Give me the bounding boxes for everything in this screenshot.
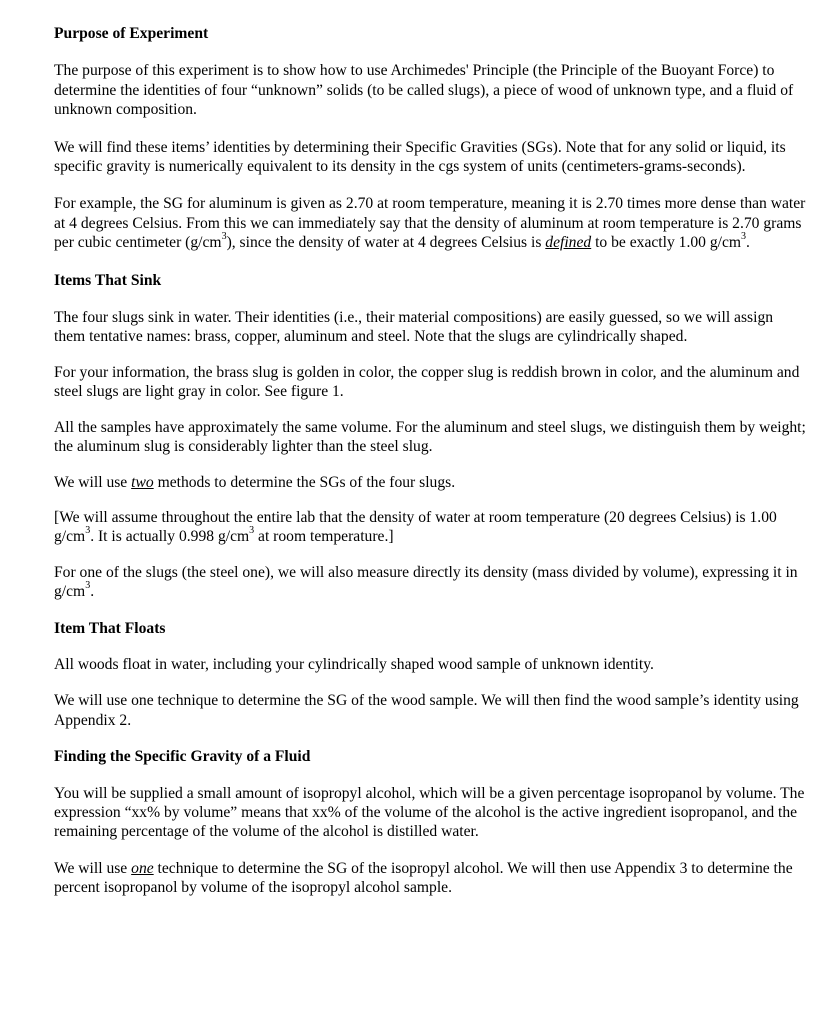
heading-item-that-floats: Item That Floats [54,619,166,637]
text-segment: at room temperature.] [254,528,394,546]
text-segment: to be exactly 1.00 g/cm [591,234,742,252]
paragraph-floats-1: All woods float in water, including your cylindrically shaped wood sample of unknown identity. [54,655,654,673]
document-page [54,24,806,898]
text-segment: For example, the SG for aluminum is given as 2.70 at room temperature, meaning it is 2.70 times more dense than water at 4 degrees Celsius. From this we can immediately say that the density of aluminum at room temperature is 2.70 grams per cubic centimeter (g/cm [54,195,806,252]
paragraph-purpose-3 [54,194,806,252]
paragraph-purpose-2: We will find these items’ identities by determining their Specific Gravities (SGs). Note that for any solid or liquid, its specific gravity is numerically equivalent to its density in the cgs system of units (centimeters-grams-seconds). [54,138,786,176]
superscript: 3 [249,525,255,537]
paragraph-fluid-2 [54,859,806,898]
text-segment: . It is actually 0.998 g/cm [90,528,250,546]
paragraph-floats-2: We will use one technique to determine the SG of the wood sample. We will then find the wood sample’s identity using Appendix 2. [54,692,799,729]
emphasis-two: two [131,473,154,491]
superscript: 3 [221,231,227,243]
text-segment: . [90,583,95,601]
text-segment: For one of the slugs (the steel one), we will also measure directly its density (mass divided by volume), expressing it in g/cm [54,563,798,601]
heading-fluid: Finding the Specific Gravity of a Fluid [54,748,311,766]
text-segment: ), since the density of water at 4 degrees Celsius is [226,234,546,252]
text-segment: We will use [54,473,132,491]
text-segment: . [746,234,750,252]
paragraph-sink-3: All the samples have approximately the same volume. For the aluminum and steel slugs, we distinguish them by weight; the aluminum slug is considerably lighter than the steel slug. [54,418,806,456]
heading-purpose: Purpose of Experiment [54,25,209,42]
paragraph-fluid-1: You will be supplied a small amount of isopropyl alcohol, which will be a given percentage isopropanol by volume. The expression “xx% by volume” means that xx% of the volume of the alcohol is the active ingredient isopropanol, and the remaining percentage of the volume of the alcohol is distilled water. [54,784,805,841]
superscript: 3 [85,525,91,537]
paragraph-sink-5 [54,508,806,547]
emphasis-defined: defined [545,234,592,252]
paragraph-sink-1: The four slugs sink in water. Their identities (i.e., their material compositions) are easily guessed, so we will assign them tentative names: brass, copper, aluminum and steel. Note that the slugs are cylindrically shaped. [54,309,774,346]
superscript: 3 [741,231,747,243]
heading-items-that-sink: Items That Sink [54,271,162,289]
emphasis-one: one [131,859,154,877]
paragraph-sink-2: For your information, the brass slug is golden in color, the copper slug is reddish brown in color, and the aluminum and steel slugs are light gray in color. See figure 1. [54,363,800,401]
text-segment: We will use [54,859,132,877]
text-segment: methods to determine the SGs of the four slugs. [153,473,456,491]
paragraph-purpose-1: The purpose of this experiment is to show how to use Archimedes' Principle (the Principle of the Buoyant Force) to determine the identities of four “unknown” solids (to be called slugs), a piece of wood of unknown type, and a fluid of unknown composition. [54,62,794,119]
superscript: 3 [85,579,91,591]
text-segment: [We will assume throughout the entire lab that the density of water at room temperature (20 degrees Celsius) is 1.00 g/cm [54,508,777,546]
paragraph-sink-4 [54,473,806,492]
text-segment: technique to determine the SG of the isopropyl alcohol. We will then use Appendix 3 to determine the percent isopropanol by volume of the isopropyl alcohol sample. [54,859,793,897]
paragraph-sink-6 [54,563,806,602]
